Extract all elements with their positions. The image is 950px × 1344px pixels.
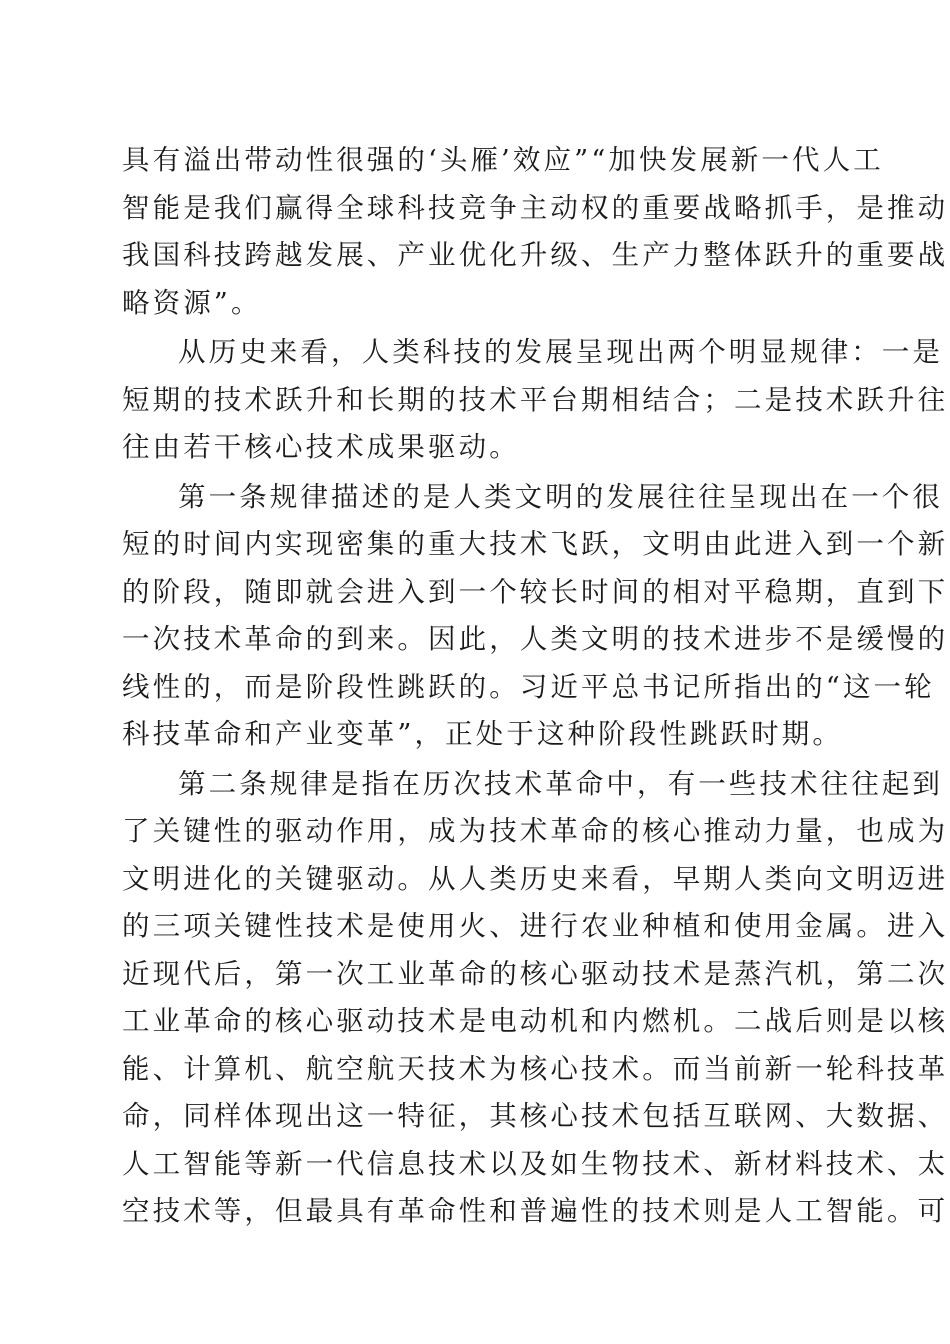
paragraph-3-line-6: 科技革命和产业变革”，正处于这种阶段性跳跃时期。 bbox=[122, 718, 843, 750]
paragraph-2-line-2: 短期的技术跃升和长期的技术平台期相结合；二是技术跃升往 bbox=[122, 383, 949, 416]
paragraph-2-line-3: 往由若干核心技术成果驱动。 bbox=[122, 431, 520, 463]
paragraph-2-line-1: 从历史来看，人类科技的发展呈现出两个明显规律：一是 bbox=[178, 336, 943, 368]
paragraph-4-line-2: 了关键性的驱动作用，成为技术革命的核心推动力量，也成为 bbox=[122, 815, 949, 847]
paragraph-1-line-4: 略资源”。 bbox=[122, 286, 262, 319]
paragraph-3-line-4: 一次技术革命的到来。因此，人类文明的技术进步不是缓慢的 bbox=[122, 623, 949, 655]
paragraph-4-line-7: 能、计算机、航空航天技术为核心技术。而当前新一轮科技革 bbox=[122, 1052, 949, 1085]
paragraph-1-line-3: 我国科技跨越发展、产业优化升级、生产力整体跃升的重要战 bbox=[122, 239, 949, 271]
paragraph-4-line-3: 文明进化的关键驱动。从人类历史来看，早期人类向文明迈进 bbox=[122, 862, 949, 895]
paragraph-1-line-2: 智能是我们赢得全球科技竞争主动权的重要战略抓手，是推动 bbox=[122, 191, 949, 224]
paragraph-4-line-10: 空技术等，但最具有革命性和普遍性的技术则是人工智能。可 bbox=[122, 1195, 949, 1227]
paragraph-4-line-9: 人工智能等新一代信息技术以及如生物技术、新材料技术、太 bbox=[122, 1147, 949, 1180]
paragraph-4-line-5: 近现代后，第一次工业革命的核心驱动技术是蒸汽机，第二次 bbox=[122, 957, 949, 990]
paragraph-1-line-1: 具有溢出带动性很强的‘头雁’效应”“加快发展新一代人工 bbox=[122, 144, 884, 176]
paragraph-3-line-3: 的阶段，随即就会进入到一个较长时间的相对平稳期，直到下 bbox=[122, 575, 949, 608]
paragraph-3-line-1: 第一条规律描述的是人类文明的发展往往呈现出在一个很 bbox=[178, 480, 943, 513]
paragraph-3-line-2: 短的时间内实现密集的重大技术飞跃，文明由此进入到一个新 bbox=[122, 528, 949, 560]
paragraph-4-line-8: 命，同样体现出这一特征，其核心技术包括互联网、大数据、 bbox=[122, 1100, 949, 1132]
document-body bbox=[122, 137, 949, 1236]
paragraph-4-line-4: 的三项关键性技术是使用火、进行农业种植和使用金属。进入 bbox=[122, 910, 949, 942]
paragraph-3-line-5: 线性的，而是阶段性跳跃的。习近平总书记所指出的“这一轮 bbox=[122, 670, 935, 703]
paragraph-4-line-6: 工业革命的核心驱动技术是电动机和内燃机。二战后则是以核 bbox=[122, 1005, 949, 1037]
paragraph-4-line-1: 第二条规律是指在历次技术革命中，有一些技术往往起到 bbox=[178, 767, 943, 800]
